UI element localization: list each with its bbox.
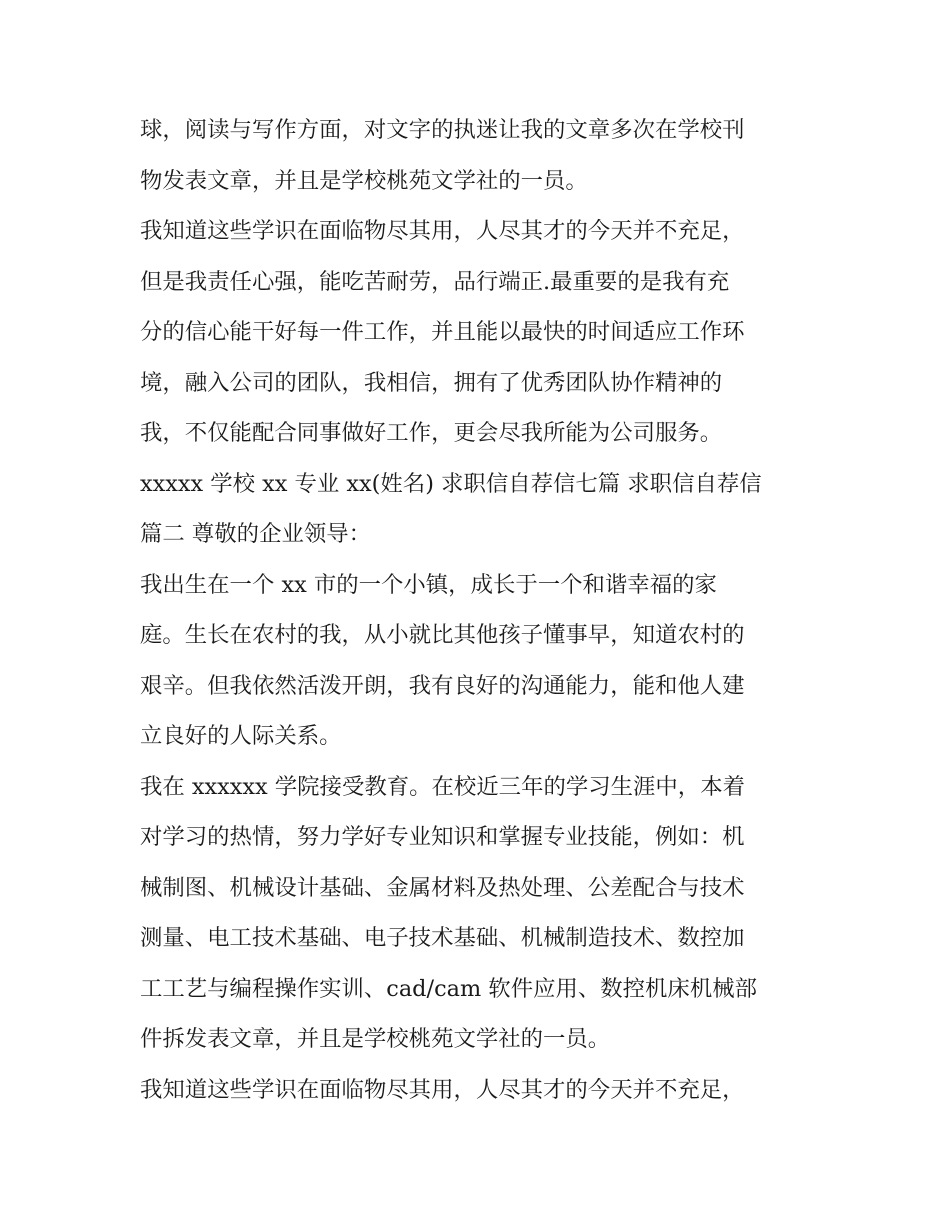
text-line: 球，阅读与写作方面，对文字的执迷让我的文章多次在学校刊 [140,117,745,143]
text-line: 艰辛。但我依然活泼开朗，我有良好的沟通能力，能和他人建 [140,672,745,699]
text-line: 物发表文章，并且是学校桃苑文学社的一员。 [140,167,588,194]
text-line: 件拆发表文章，并且是学校桃苑文学社的一员。 [140,1026,611,1052]
text-line: 我出生在一个 xx 市的一个小镇，成长于一个和谐幸福的家 [140,571,717,598]
text-line: 工工艺与编程操作实训、cad/cam 软件应用、数控机床机械部 [140,975,757,1002]
text-line: 我知道这些学识在面临物尽其用，人尽其才的今天并不充足， [140,1076,745,1103]
text-line: 械制图、机械设计基础、金属材料及热处理、公差配合与技术 [140,874,745,901]
text-line: 测量、电工技术基础、电子技术基础、机械制造技术、数控加 [140,925,745,951]
text-line: 分的信心能干好每一件工作，并且能以最快的时间适应工作环 [140,319,745,345]
text-line: 我在 xxxxxx 学院接受教育。在校近三年的学习生涯中，本着 [140,773,745,800]
text-line: 但是我责任心强，能吃苦耐劳，品行端正.最重要的是我有充 [140,268,730,295]
document-body [140,105,820,1115]
text-line: 立良好的人际关系。 [140,723,342,749]
text-line: 我知道这些学识在面临物尽其用，人尽其才的今天并不充足， [140,218,745,244]
text-line: 篇二 尊敬的企业领导： [140,521,372,547]
text-line: 境，融入公司的团队，我相信，拥有了优秀团队协作精神的 [140,369,723,396]
text-line: 对学习的热情，努力学好专业知识和掌握专业技能，例如：机 [140,824,745,850]
text-line: xxxxx 学校 xx 专业 xx(姓名) 求职信自荐信七篇 求职信自荐信 [140,470,762,497]
text-line: 我，不仅能配合同事做好工作，更会尽我所能为公司服务。 [140,420,723,446]
text-line: 庭。生长在农村的我，从小就比其他孩子懂事早，知道农村的 [140,622,745,648]
